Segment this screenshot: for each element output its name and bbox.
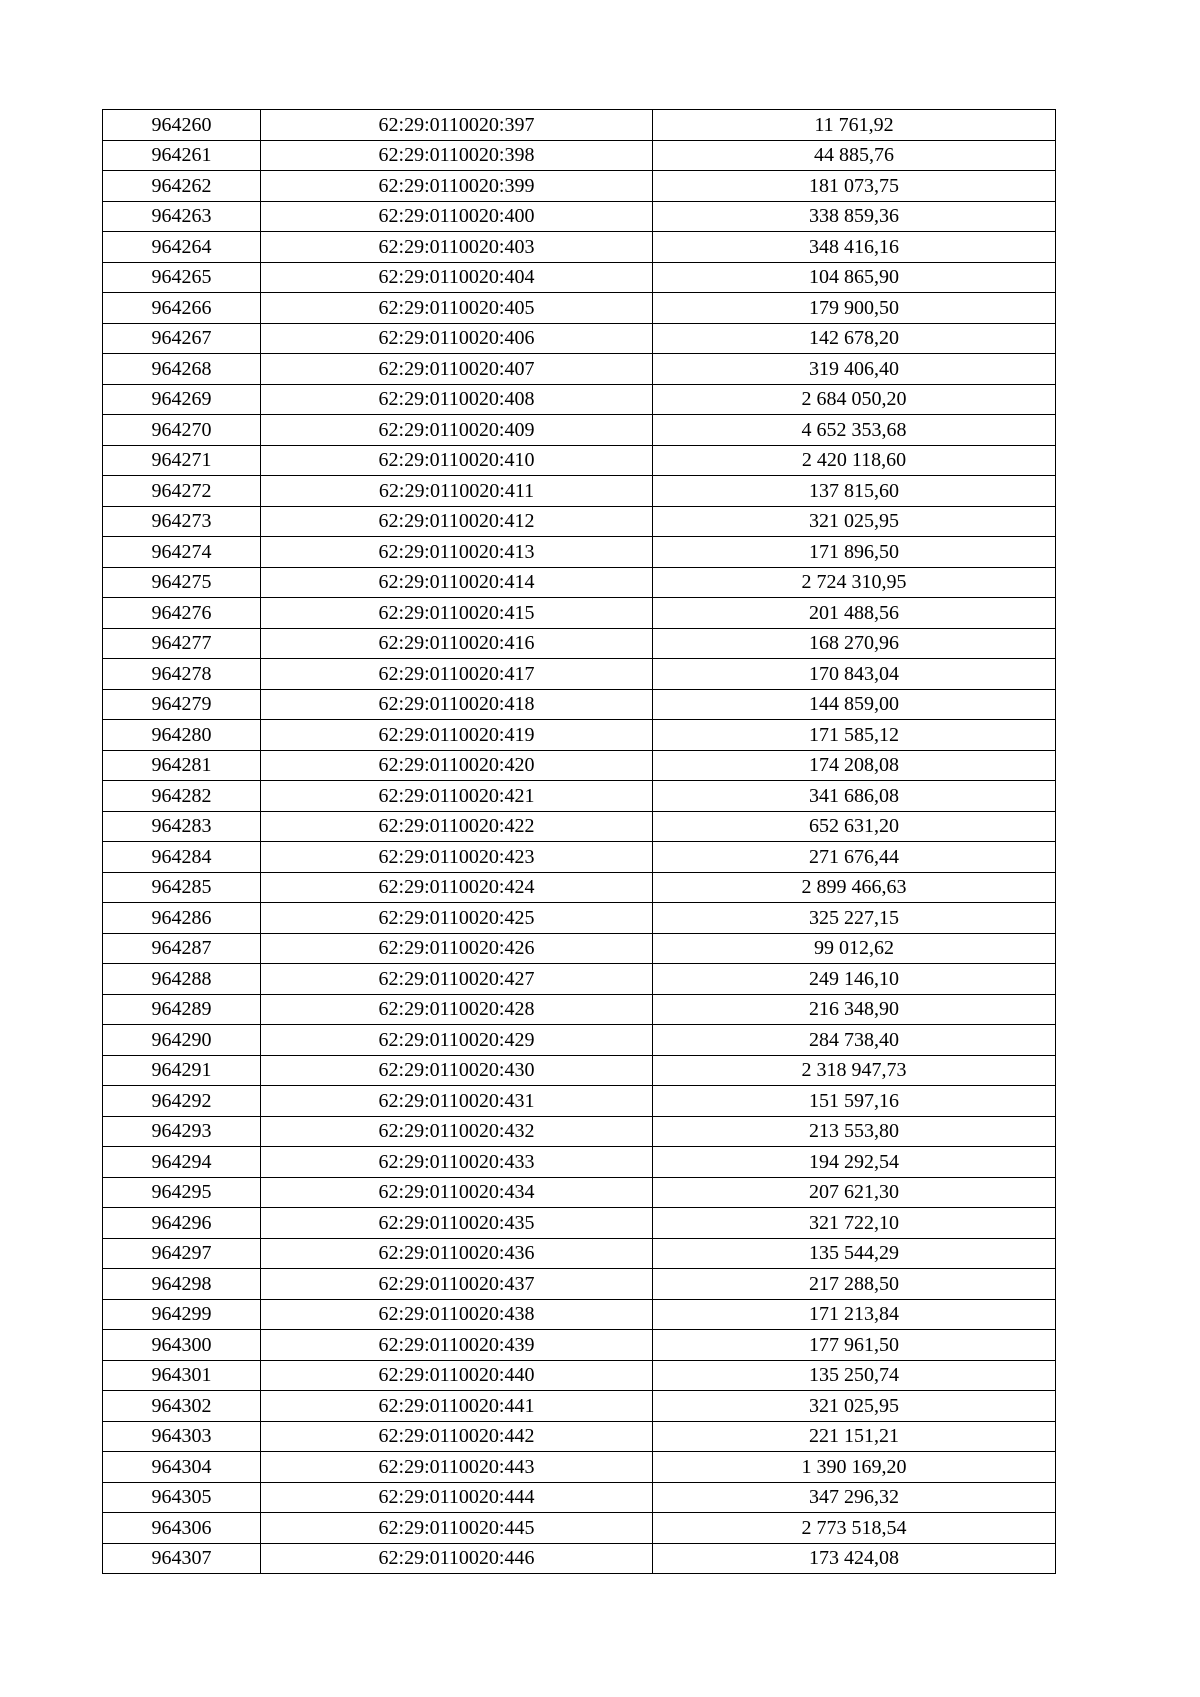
cadastral-number-cell: 62:29:0110020:406 xyxy=(261,323,653,354)
cadastral-number-cell: 62:29:0110020:403 xyxy=(261,232,653,263)
cadastral-value-cell: 4 652 353,68 xyxy=(653,415,1056,446)
table-row xyxy=(103,1238,1056,1269)
row-number-cell: 964272 xyxy=(103,476,261,507)
cadastral-value-cell: 347 296,32 xyxy=(653,1482,1056,1513)
row-number-cell: 964264 xyxy=(103,232,261,263)
row-number-cell: 964262 xyxy=(103,171,261,202)
table-row xyxy=(103,1055,1056,1086)
table-row xyxy=(103,1147,1056,1178)
cadastral-value-cell: 1 390 169,20 xyxy=(653,1452,1056,1483)
cadastral-value-cell: 135 544,29 xyxy=(653,1238,1056,1269)
table-row xyxy=(103,994,1056,1025)
cadastral-number-cell: 62:29:0110020:438 xyxy=(261,1299,653,1330)
row-number-cell: 964285 xyxy=(103,872,261,903)
table-row xyxy=(103,567,1056,598)
cadastral-value-cell: 174 208,08 xyxy=(653,750,1056,781)
cadastral-number-cell: 62:29:0110020:419 xyxy=(261,720,653,751)
cadastral-value-cell: 249 146,10 xyxy=(653,964,1056,995)
cadastral-value-cell: 213 553,80 xyxy=(653,1116,1056,1147)
table-row xyxy=(103,720,1056,751)
cadastral-value-cell: 171 213,84 xyxy=(653,1299,1056,1330)
cadastral-value-cell: 2 773 518,54 xyxy=(653,1513,1056,1544)
row-number-cell: 964282 xyxy=(103,781,261,812)
table-row xyxy=(103,903,1056,934)
table-row xyxy=(103,1543,1056,1574)
table-row xyxy=(103,1482,1056,1513)
table-row xyxy=(103,1330,1056,1361)
table-row xyxy=(103,1269,1056,1300)
row-number-cell: 964296 xyxy=(103,1208,261,1239)
row-number-cell: 964292 xyxy=(103,1086,261,1117)
table-row xyxy=(103,1116,1056,1147)
cadastral-number-cell: 62:29:0110020:415 xyxy=(261,598,653,629)
cadastral-value-cell: 221 151,21 xyxy=(653,1421,1056,1452)
cadastral-value-cell: 44 885,76 xyxy=(653,140,1056,171)
table-row xyxy=(103,323,1056,354)
row-number-cell: 964303 xyxy=(103,1421,261,1452)
table-row xyxy=(103,1086,1056,1117)
cadastral-value-cell: 181 073,75 xyxy=(653,171,1056,202)
row-number-cell: 964267 xyxy=(103,323,261,354)
table-row xyxy=(103,232,1056,263)
cadastral-number-cell: 62:29:0110020:404 xyxy=(261,262,653,293)
row-number-cell: 964283 xyxy=(103,811,261,842)
cadastral-number-cell: 62:29:0110020:411 xyxy=(261,476,653,507)
table-row xyxy=(103,506,1056,537)
row-number-cell: 964291 xyxy=(103,1055,261,1086)
row-number-cell: 964294 xyxy=(103,1147,261,1178)
row-number-cell: 964305 xyxy=(103,1482,261,1513)
table-row xyxy=(103,262,1056,293)
row-number-cell: 964293 xyxy=(103,1116,261,1147)
table-row xyxy=(103,354,1056,385)
cadastral-value-cell: 171 585,12 xyxy=(653,720,1056,751)
cadastral-number-cell: 62:29:0110020:437 xyxy=(261,1269,653,1300)
cadastral-value-cell: 321 722,10 xyxy=(653,1208,1056,1239)
cadastral-number-cell: 62:29:0110020:423 xyxy=(261,842,653,873)
table-body xyxy=(103,110,1056,1574)
row-number-cell: 964286 xyxy=(103,903,261,934)
cadastral-value-cell: 11 761,92 xyxy=(653,110,1056,141)
cadastral-number-cell: 62:29:0110020:429 xyxy=(261,1025,653,1056)
row-number-cell: 964304 xyxy=(103,1452,261,1483)
cadastral-value-cell: 321 025,95 xyxy=(653,1391,1056,1422)
row-number-cell: 964281 xyxy=(103,750,261,781)
cadastral-value-cell: 284 738,40 xyxy=(653,1025,1056,1056)
row-number-cell: 964287 xyxy=(103,933,261,964)
cadastral-value-cell: 173 424,08 xyxy=(653,1543,1056,1574)
table-row xyxy=(103,842,1056,873)
cadastral-number-cell: 62:29:0110020:443 xyxy=(261,1452,653,1483)
cadastral-value-cell: 135 250,74 xyxy=(653,1360,1056,1391)
cadastral-value-cell: 321 025,95 xyxy=(653,506,1056,537)
cadastral-number-cell: 62:29:0110020:439 xyxy=(261,1330,653,1361)
cadastral-value-table xyxy=(102,109,1056,1574)
cadastral-number-cell: 62:29:0110020:399 xyxy=(261,171,653,202)
cadastral-number-cell: 62:29:0110020:400 xyxy=(261,201,653,232)
table-row xyxy=(103,659,1056,690)
table-row xyxy=(103,171,1056,202)
cadastral-number-cell: 62:29:0110020:425 xyxy=(261,903,653,934)
cadastral-number-cell: 62:29:0110020:408 xyxy=(261,384,653,415)
cadastral-value-cell: 137 815,60 xyxy=(653,476,1056,507)
cadastral-number-cell: 62:29:0110020:427 xyxy=(261,964,653,995)
table-row xyxy=(103,964,1056,995)
table-row xyxy=(103,750,1056,781)
cadastral-number-cell: 62:29:0110020:398 xyxy=(261,140,653,171)
cadastral-value-cell: 142 678,20 xyxy=(653,323,1056,354)
cadastral-number-cell: 62:29:0110020:417 xyxy=(261,659,653,690)
row-number-cell: 964301 xyxy=(103,1360,261,1391)
cadastral-value-cell: 201 488,56 xyxy=(653,598,1056,629)
table-row xyxy=(103,201,1056,232)
row-number-cell: 964261 xyxy=(103,140,261,171)
row-number-cell: 964275 xyxy=(103,567,261,598)
cadastral-number-cell: 62:29:0110020:409 xyxy=(261,415,653,446)
cadastral-number-cell: 62:29:0110020:442 xyxy=(261,1421,653,1452)
table-row xyxy=(103,933,1056,964)
row-number-cell: 964284 xyxy=(103,842,261,873)
cadastral-number-cell: 62:29:0110020:432 xyxy=(261,1116,653,1147)
cadastral-number-cell: 62:29:0110020:444 xyxy=(261,1482,653,1513)
cadastral-value-cell: 217 288,50 xyxy=(653,1269,1056,1300)
cadastral-number-cell: 62:29:0110020:426 xyxy=(261,933,653,964)
table-row xyxy=(103,1025,1056,1056)
cadastral-number-cell: 62:29:0110020:441 xyxy=(261,1391,653,1422)
cadastral-number-cell: 62:29:0110020:431 xyxy=(261,1086,653,1117)
row-number-cell: 964266 xyxy=(103,293,261,324)
row-number-cell: 964295 xyxy=(103,1177,261,1208)
row-number-cell: 964270 xyxy=(103,415,261,446)
row-number-cell: 964299 xyxy=(103,1299,261,1330)
table-row xyxy=(103,1208,1056,1239)
row-number-cell: 964274 xyxy=(103,537,261,568)
cadastral-number-cell: 62:29:0110020:418 xyxy=(261,689,653,720)
cadastral-number-cell: 62:29:0110020:430 xyxy=(261,1055,653,1086)
cadastral-value-cell: 179 900,50 xyxy=(653,293,1056,324)
table-row xyxy=(103,1452,1056,1483)
row-number-cell: 964268 xyxy=(103,354,261,385)
cadastral-value-cell: 207 621,30 xyxy=(653,1177,1056,1208)
cadastral-number-cell: 62:29:0110020:407 xyxy=(261,354,653,385)
row-number-cell: 964290 xyxy=(103,1025,261,1056)
table-row xyxy=(103,872,1056,903)
cadastral-number-cell: 62:29:0110020:440 xyxy=(261,1360,653,1391)
cadastral-value-cell: 2 318 947,73 xyxy=(653,1055,1056,1086)
row-number-cell: 964260 xyxy=(103,110,261,141)
row-number-cell: 964271 xyxy=(103,445,261,476)
row-number-cell: 964265 xyxy=(103,262,261,293)
table-row xyxy=(103,140,1056,171)
table-row xyxy=(103,537,1056,568)
cadastral-number-cell: 62:29:0110020:446 xyxy=(261,1543,653,1574)
cadastral-number-cell: 62:29:0110020:405 xyxy=(261,293,653,324)
table-row xyxy=(103,1299,1056,1330)
row-number-cell: 964300 xyxy=(103,1330,261,1361)
table-row xyxy=(103,628,1056,659)
cadastral-value-cell: 2 420 118,60 xyxy=(653,445,1056,476)
cadastral-number-cell: 62:29:0110020:397 xyxy=(261,110,653,141)
cadastral-value-cell: 216 348,90 xyxy=(653,994,1056,1025)
cadastral-value-cell: 171 896,50 xyxy=(653,537,1056,568)
cadastral-value-cell: 348 416,16 xyxy=(653,232,1056,263)
cadastral-number-cell: 62:29:0110020:422 xyxy=(261,811,653,842)
row-number-cell: 964302 xyxy=(103,1391,261,1422)
cadastral-number-cell: 62:29:0110020:433 xyxy=(261,1147,653,1178)
cadastral-value-cell: 2 724 310,95 xyxy=(653,567,1056,598)
row-number-cell: 964297 xyxy=(103,1238,261,1269)
table-row xyxy=(103,1391,1056,1422)
row-number-cell: 964280 xyxy=(103,720,261,751)
cadastral-value-cell: 170 843,04 xyxy=(653,659,1056,690)
row-number-cell: 964288 xyxy=(103,964,261,995)
cadastral-number-cell: 62:29:0110020:412 xyxy=(261,506,653,537)
table-row xyxy=(103,1513,1056,1544)
cadastral-value-cell: 341 686,08 xyxy=(653,781,1056,812)
row-number-cell: 964277 xyxy=(103,628,261,659)
row-number-cell: 964298 xyxy=(103,1269,261,1300)
table-row xyxy=(103,384,1056,415)
cadastral-number-cell: 62:29:0110020:435 xyxy=(261,1208,653,1239)
cadastral-number-cell: 62:29:0110020:414 xyxy=(261,567,653,598)
row-number-cell: 964263 xyxy=(103,201,261,232)
table-row xyxy=(103,1421,1056,1452)
table-row xyxy=(103,1360,1056,1391)
row-number-cell: 964278 xyxy=(103,659,261,690)
cadastral-number-cell: 62:29:0110020:420 xyxy=(261,750,653,781)
table-row xyxy=(103,293,1056,324)
table-row xyxy=(103,476,1056,507)
cadastral-value-cell: 652 631,20 xyxy=(653,811,1056,842)
cadastral-value-cell: 144 859,00 xyxy=(653,689,1056,720)
table-row xyxy=(103,1177,1056,1208)
cadastral-number-cell: 62:29:0110020:434 xyxy=(261,1177,653,1208)
cadastral-number-cell: 62:29:0110020:410 xyxy=(261,445,653,476)
cadastral-value-cell: 177 961,50 xyxy=(653,1330,1056,1361)
cadastral-value-cell: 325 227,15 xyxy=(653,903,1056,934)
row-number-cell: 964289 xyxy=(103,994,261,1025)
cadastral-number-cell: 62:29:0110020:421 xyxy=(261,781,653,812)
table-row xyxy=(103,689,1056,720)
table-row xyxy=(103,781,1056,812)
row-number-cell: 964279 xyxy=(103,689,261,720)
row-number-cell: 964273 xyxy=(103,506,261,537)
cadastral-value-cell: 2 899 466,63 xyxy=(653,872,1056,903)
cadastral-value-cell: 2 684 050,20 xyxy=(653,384,1056,415)
cadastral-value-cell: 168 270,96 xyxy=(653,628,1056,659)
cadastral-value-cell: 99 012,62 xyxy=(653,933,1056,964)
cadastral-number-cell: 62:29:0110020:445 xyxy=(261,1513,653,1544)
row-number-cell: 964276 xyxy=(103,598,261,629)
cadastral-value-cell: 104 865,90 xyxy=(653,262,1056,293)
cadastral-value-cell: 271 676,44 xyxy=(653,842,1056,873)
cadastral-value-cell: 338 859,36 xyxy=(653,201,1056,232)
cadastral-number-cell: 62:29:0110020:428 xyxy=(261,994,653,1025)
table-row xyxy=(103,110,1056,141)
table-row xyxy=(103,415,1056,446)
table-row xyxy=(103,811,1056,842)
cadastral-number-cell: 62:29:0110020:413 xyxy=(261,537,653,568)
cadastral-value-cell: 319 406,40 xyxy=(653,354,1056,385)
cadastral-number-cell: 62:29:0110020:436 xyxy=(261,1238,653,1269)
row-number-cell: 964269 xyxy=(103,384,261,415)
cadastral-number-cell: 62:29:0110020:424 xyxy=(261,872,653,903)
table-row xyxy=(103,598,1056,629)
row-number-cell: 964306 xyxy=(103,1513,261,1544)
cadastral-value-cell: 151 597,16 xyxy=(653,1086,1056,1117)
cadastral-number-cell: 62:29:0110020:416 xyxy=(261,628,653,659)
row-number-cell: 964307 xyxy=(103,1543,261,1574)
table-row xyxy=(103,445,1056,476)
cadastral-value-cell: 194 292,54 xyxy=(653,1147,1056,1178)
